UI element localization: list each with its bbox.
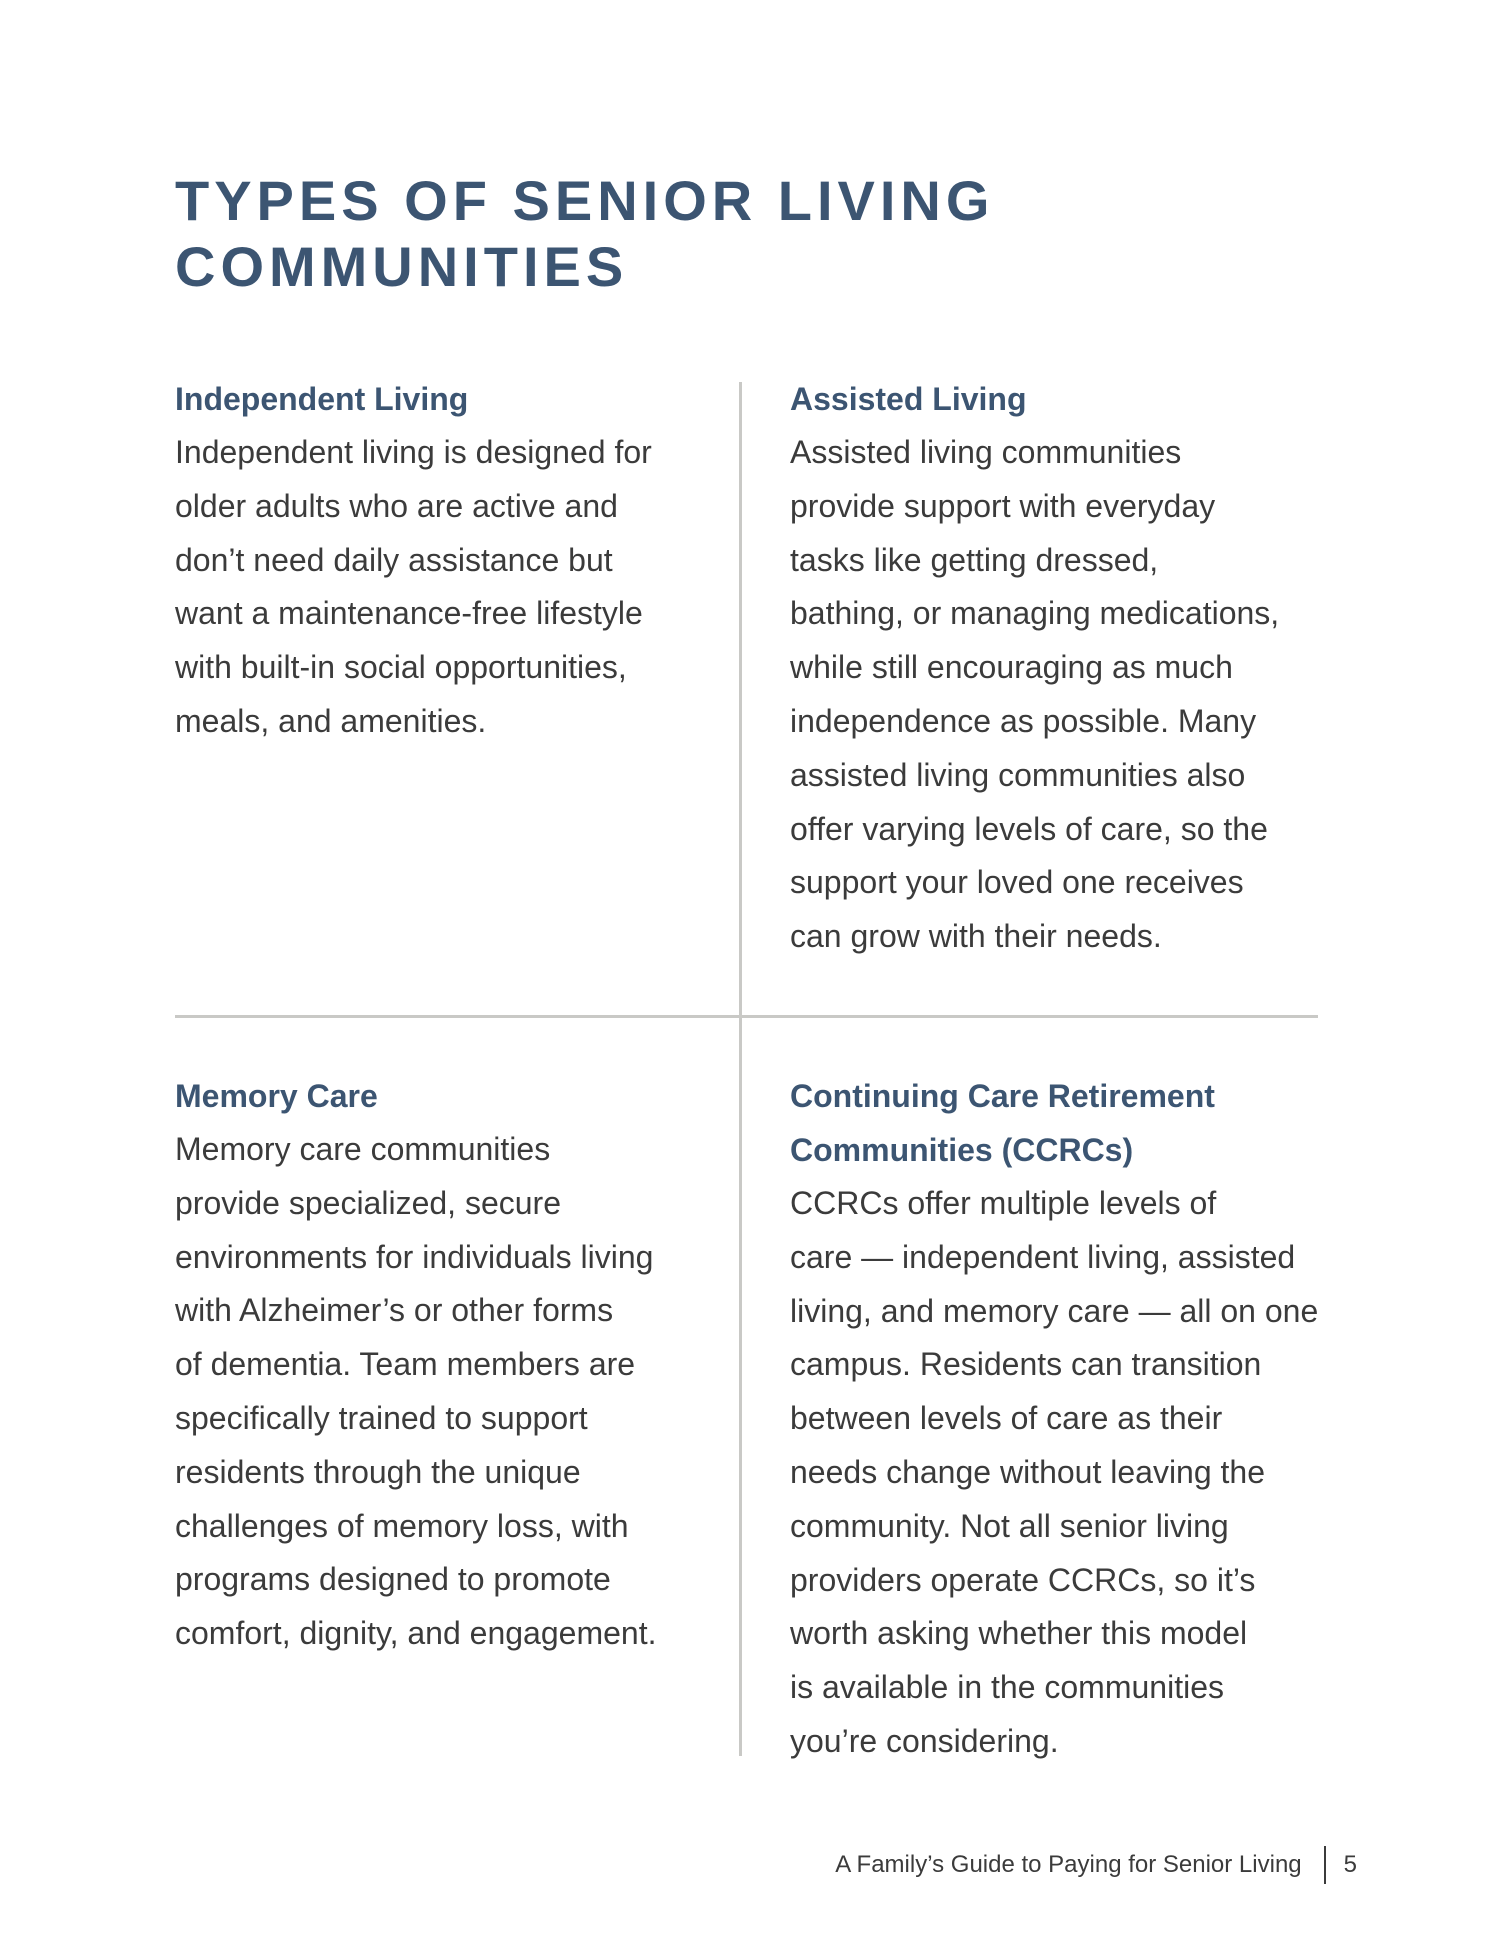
section-heading-line: Continuing Care Retirement: [790, 1078, 1215, 1114]
section-heading-line: Independent Living: [175, 381, 469, 417]
body-line: providers operate CCRCs, so it’s: [790, 1561, 1256, 1598]
page-title-line-2: COMMUNITIES: [175, 235, 629, 298]
body-line: provide support with everyday: [790, 487, 1216, 524]
body-line: care — independent living, assisted: [790, 1238, 1296, 1275]
footer-separator: [1324, 1846, 1326, 1884]
body-line: campus. Residents can transition: [790, 1346, 1262, 1383]
body-line: CCRCs offer multiple levels of: [790, 1185, 1217, 1221]
body-line: of dementia. Team members are: [175, 1346, 636, 1383]
section-body: [790, 1177, 1350, 1769]
body-line: don’t need daily assistance but: [175, 541, 613, 578]
body-line: living, and memory care — all on one: [790, 1292, 1319, 1329]
section-memory-care: [175, 1069, 735, 1661]
body-line: challenges of memory loss, with: [175, 1507, 629, 1544]
footer-guide-title: A Family’s Guide to Paying for Senior Living: [835, 1851, 1302, 1878]
body-line: provide specialized, secure: [175, 1184, 561, 1221]
body-line: is available in the communities: [790, 1669, 1224, 1706]
body-line: support your loved one receives: [790, 864, 1244, 901]
body-line: Independent living is designed for: [175, 434, 652, 470]
body-line: Memory care communities: [175, 1131, 551, 1167]
section-ccrc: [790, 1069, 1350, 1769]
section-independent-living: [175, 372, 735, 749]
body-line: programs designed to promote: [175, 1561, 611, 1598]
body-line: residents through the unique: [175, 1453, 581, 1490]
body-line: Assisted living communities: [790, 434, 1182, 470]
body-line: independence as possible. Many: [790, 702, 1257, 739]
body-line: older adults who are active and: [175, 487, 618, 524]
section-heading: [790, 1069, 1350, 1177]
body-line: meals, and amenities.: [175, 702, 487, 739]
section-heading: [175, 1069, 735, 1123]
horizontal-divider: [175, 1015, 1318, 1018]
body-line: tasks like getting dressed,: [790, 541, 1159, 578]
section-body: [175, 1123, 735, 1661]
body-line: can grow with their needs.: [790, 918, 1162, 955]
body-line: specifically trained to support: [175, 1399, 588, 1436]
body-line: worth asking whether this model: [790, 1615, 1248, 1652]
body-line: needs change without leaving the: [790, 1453, 1266, 1490]
section-heading-line: Memory Care: [175, 1078, 378, 1114]
section-body: [790, 426, 1350, 964]
body-line: while still encouraging as much: [790, 649, 1233, 686]
body-line: community. Not all senior living: [790, 1507, 1229, 1544]
body-line: between levels of care as their: [790, 1400, 1223, 1437]
section-heading-line: Assisted Living: [790, 381, 1027, 417]
vertical-divider: [739, 382, 742, 1756]
body-line: assisted living communities also: [790, 756, 1246, 793]
section-heading: [175, 372, 735, 426]
section-heading: [790, 372, 1350, 426]
section-assisted-living: [790, 372, 1350, 964]
page-title-line-1: TYPES OF SENIOR LIVING: [175, 169, 995, 232]
body-line: you’re considering.: [790, 1722, 1059, 1759]
body-line: with built-in social opportunities,: [175, 649, 627, 686]
section-body: [175, 426, 735, 749]
body-line: comfort, dignity, and engagement.: [175, 1615, 657, 1652]
page-footer: [835, 1846, 1357, 1884]
page-title: [175, 168, 1175, 300]
body-line: with Alzheimer’s or other forms: [175, 1292, 614, 1329]
body-line: bathing, or managing medications,: [790, 595, 1280, 632]
body-line: offer varying levels of care, so the: [790, 810, 1268, 847]
section-heading-line: Communities (CCRCs): [790, 1132, 1134, 1168]
body-line: want a maintenance-free lifestyle: [175, 595, 643, 632]
page-number: 5: [1343, 1851, 1357, 1878]
body-line: environments for individuals living: [175, 1238, 654, 1275]
